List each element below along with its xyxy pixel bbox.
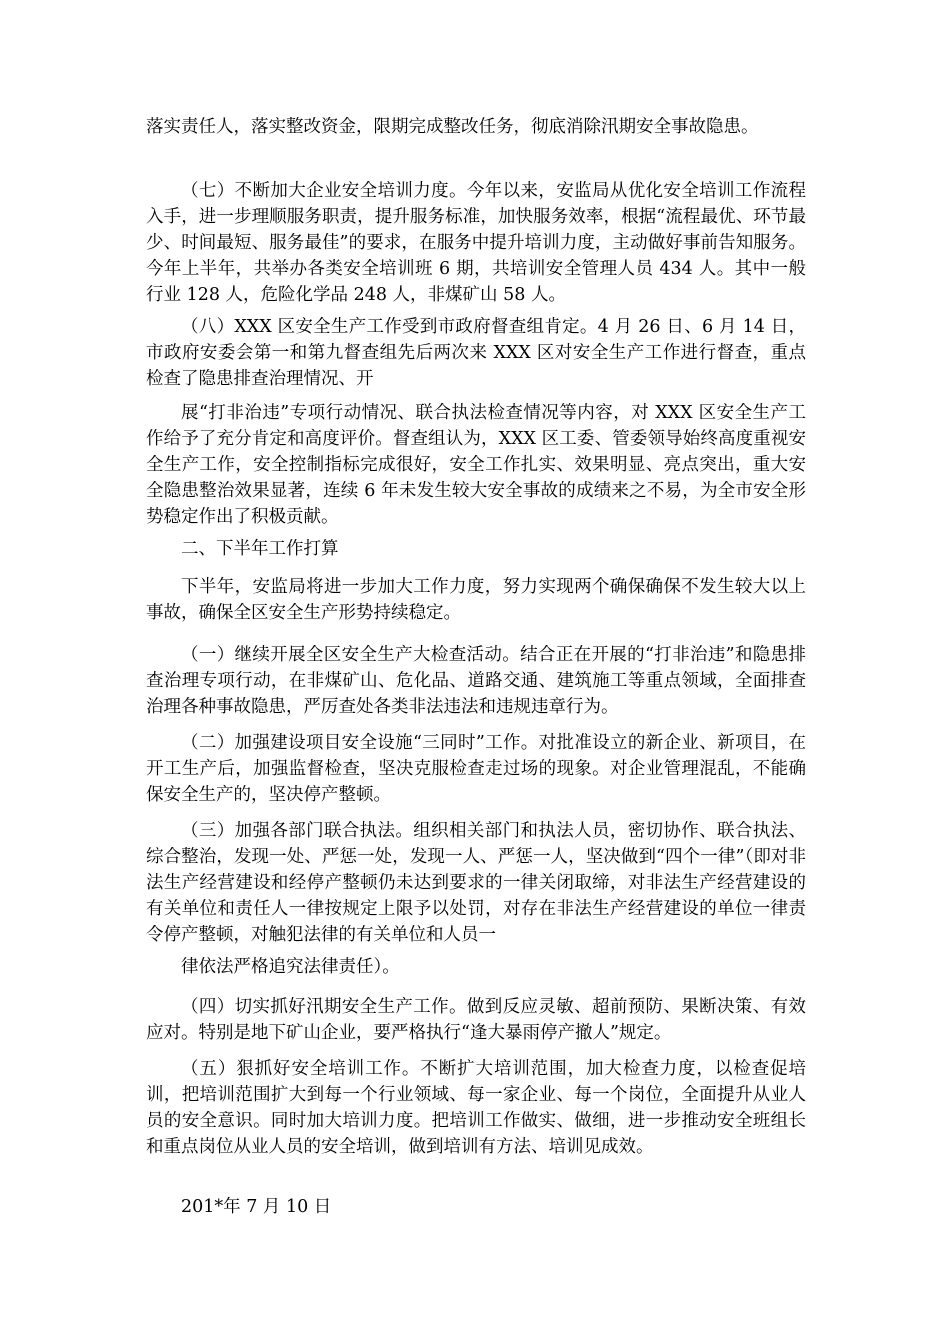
section-heading: 二、下半年工作打算 bbox=[181, 539, 339, 559]
paragraph-item-7: （七）不断加大企业安全培训力度。今年以来，安监局从优化安全培训工作流程入手，进一步理顺服务职责，提升服务标准，加快服务效率，根据“流程最优、环节最少、时间最短、服务最佳”的要求，在服务中提升培训力度，主动做好事前告知服务。今年上半年，共举办各类安全培训班 6 期，共培训安全管理人员 434 人。其中一般行业 128 人，危险化学品 248 人，非煤矿山 58 人。 bbox=[146, 181, 806, 305]
paragraph-continuation: 落实责任人，落实整改资金，限期完成整改任务，彻底消除汛期安全事故隐患。 bbox=[146, 117, 759, 137]
paragraph-plan-3-continued: 律依法严格追究法律责任）。 bbox=[181, 957, 400, 977]
paragraph-plan-1: （一）继续开展全区安全生产大检查活动。结合正在开展的“打非治违”和隐患排查治理专项行动，在非煤矿山、危化品、道路交通、建筑施工等重点领域，全面排查治理各种事故隐患，严厉查处各类非法违法和违规违章行为。 bbox=[146, 645, 806, 717]
paragraph-plan-3: （三）加强各部门联合执法。组织相关部门和执法人员，密切协作、联合执法、综合整治，发现一处、严惩一处，发现一人、严惩一人，坚决做到“四个一律”（即对非法生产经营建设和经停产整顿仍未达到要求的一律关闭取缔，对非法生产经营建设的有关单位和责任人一律按规定上限予以处罚，对存在非法生产经营建设的单位一律责令停产整顿，对触犯法律的有关单位和人员一 bbox=[146, 821, 806, 945]
paragraph-plan-2: （二）加强建设项目安全设施“三同时”工作。对批准设立的新企业、新项目，在开工生产后，加强监督检查，坚决克服检查走过场的现象。对企业管理混乱，不能确保安全生产的，坚决停产整顿。 bbox=[146, 733, 806, 805]
paragraph-plan-4: （四）切实抓好汛期安全生产工作。做到反应灵敏、超前预防、果断决策、有效应对。特别是地下矿山企业，要严格执行“逢大暴雨停产撤人”规定。 bbox=[146, 997, 806, 1043]
paragraph-plan-5: （五）狠抓好安全培训工作。不断扩大培训范围，加大检查力度，以检查促培训，把培训范围扩大到每一个行业领域、每一家企业、每一个岗位，全面提升从业人员的安全意识。同时加大培训力度。把培训工作做实、做细，进一步推动安全班组长和重点岗位从业人员的安全培训，做到培训有方法、培训见成效。 bbox=[146, 1059, 806, 1157]
document-date: 201*年 7 月 10 日 bbox=[181, 1197, 332, 1217]
paragraph-item-8: （八）XXX 区安全生产工作受到市政府督查组肯定。4 月 26 日、6 月 14 日，市政府安委会第一和第九督查组先后两次来 XXX 区对安全生产工作进行督查，重点检查了隐患排查治理情况、开 bbox=[146, 317, 806, 389]
paragraph-intro: 下半年，安监局将进一步加大工作力度，努力实现两个确保确保不发生较大以上事故，确保全区安全生产形势持续稳定。 bbox=[146, 577, 806, 623]
paragraph-item-8-continued: 展“打非治违”专项行动情况、联合执法检查情况等内容，对 XXX 区安全生产工作给予了充分肯定和高度评价。督查组认为，XXX 区工委、管委领导始终高度重视安全生产工作，安全控制指标完成很好，安全工作扎实、效果明显、亮点突出，重大安全隐患整治效果显著，连续 6 年未发生较大安全事故的成绩来之不易，为全市安全形势稳定作出了积极贡献。 bbox=[146, 403, 806, 527]
